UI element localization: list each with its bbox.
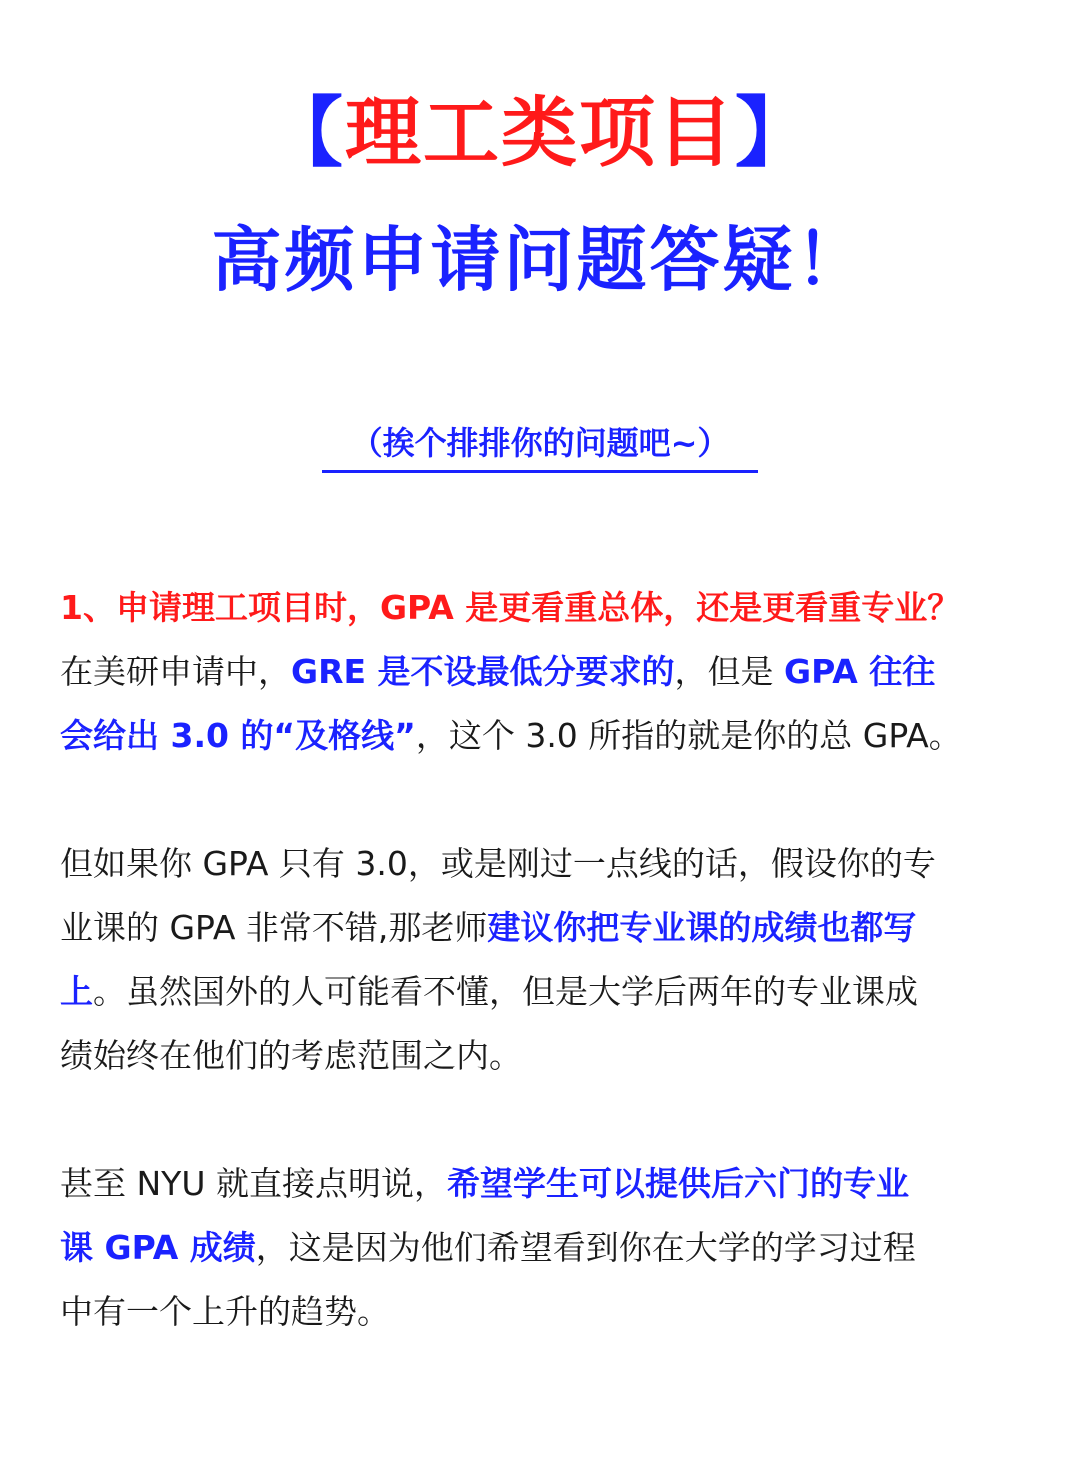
paragraph-line	[60, 640, 1026, 704]
text-run: ，但是	[674, 652, 785, 691]
page-subtitle: 高频申请问题答疑！	[211, 219, 869, 301]
highlight-run: GPA 往往	[784, 652, 936, 691]
highlight-run: 希望学生可以提供后六门的专业	[446, 1164, 909, 1203]
question-heading: 1、申请理工项目时，GPA 是更看重总体，还是更看重专业？	[60, 588, 961, 627]
paragraph-line	[60, 896, 1026, 960]
paragraph-line	[60, 704, 1026, 768]
paragraph-3	[60, 1152, 1026, 1344]
tagline-underlined	[322, 420, 758, 473]
paragraph-line: 绩始终在他们的考虑范围之内。	[60, 1036, 522, 1075]
paragraph-2	[60, 832, 1026, 1088]
paragraph-line	[60, 1216, 1026, 1280]
highlight-run: 建议你把专业课的成绩也都写	[487, 908, 917, 947]
text-run: 。虽然国外的人可能看不懂，但是大学后两年的专业课成	[93, 972, 918, 1011]
tagline: （挨个排排你的问题吧~）	[350, 424, 730, 462]
highlight-run: GRE 是不设最低分要求的	[291, 652, 675, 691]
text-run: 甚至 NYU 就直接点明说，	[60, 1164, 447, 1203]
text-run: 业课的 GPA 非常不错,那老师	[60, 908, 488, 947]
text-run: ，这个 3.0 所指的就是你的总 GPA。	[415, 716, 962, 755]
paragraph-line	[60, 960, 1026, 1024]
section-q1	[60, 576, 1026, 768]
highlight-run: 上	[60, 972, 93, 1011]
text-run: ，这是因为他们希望看到你在大学的学习过程	[255, 1228, 916, 1267]
title-bracket-left: 【	[267, 88, 345, 177]
paragraph-line: 但如果你 GPA 只有 3.0，或是刚过一点线的话，假设你的专	[60, 844, 936, 883]
highlight-run: 会给出 3.0 的“及格线”	[60, 716, 416, 755]
highlight-run: 课 GPA 成绩	[60, 1228, 256, 1267]
paragraph-line	[60, 1152, 1026, 1216]
text-run: 在美研申请中，	[60, 652, 291, 691]
title-main: 理工类项目	[345, 88, 735, 177]
page-title	[0, 88, 1080, 178]
paragraph-line: 中有一个上升的趋势。	[60, 1292, 390, 1331]
title-bracket-right: 】	[735, 88, 813, 177]
